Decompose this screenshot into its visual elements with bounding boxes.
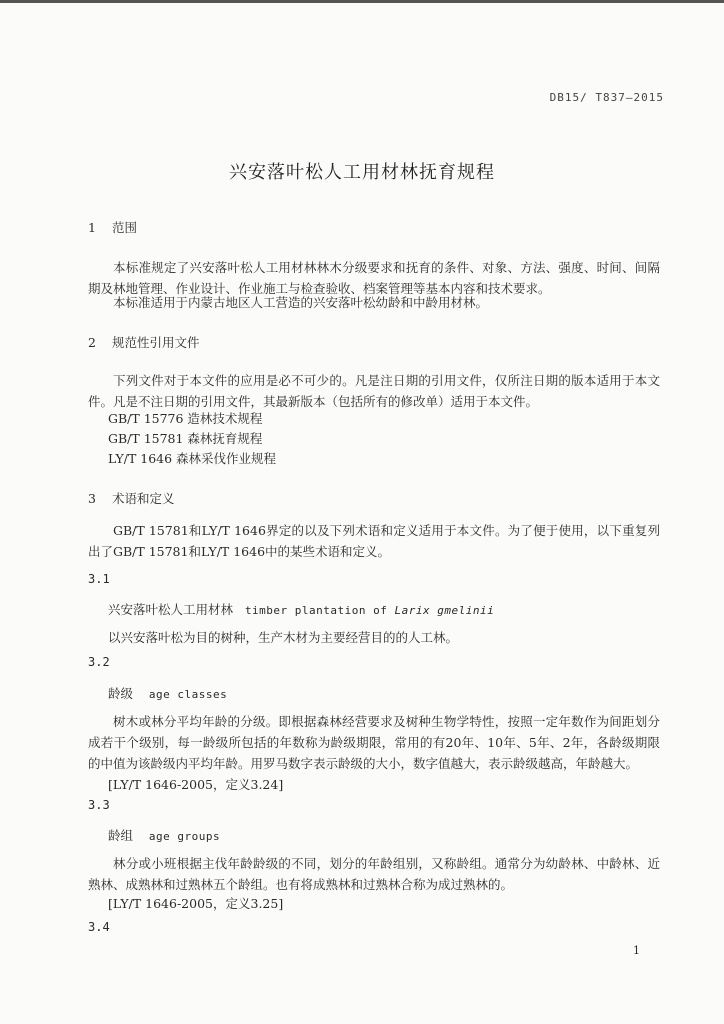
- terms-intro-paragraph: GB/T 15781和LY/T 1646界定的以及下列术语和定义适用于本文件。为了便于使用，以下重复列出了GB/T 15781和LY/T 1646中的某些术语和定义。: [88, 523, 660, 559]
- term-number: 3.1: [88, 572, 110, 586]
- term-chinese: 龄组: [108, 828, 134, 843]
- term-definition: 树木或林分平均年龄的分级。即根据森林经营要求及树种生物学特性，按照一定年数作为间距划分成若干个级别，每一龄级所包括的年数称为龄级期限，常用的有20年、10年、5年、2年，各龄级期限的中值为该龄级内平均年龄。用罗马数字表示龄级的大小，数字值越大，表示龄级越高，年龄越大。: [88, 714, 660, 771]
- section-title: 规范性引用文件: [111, 335, 200, 350]
- term-definition: 林分或小班根据主伐年龄龄级的不同，划分的年龄组别，又称龄组。通常分为幼龄林、中龄林、近熟林、成熟林和过熟林五个龄组。也有将成熟林和过熟林合称为成过熟林的。: [88, 856, 660, 892]
- reference-item: LY/T 1646 森林采伐作业规程: [108, 451, 277, 466]
- section-number: 2: [88, 335, 96, 350]
- section-1-heading: [88, 218, 137, 236]
- term-number: 3.3: [88, 798, 110, 812]
- section-title: 范围: [111, 220, 137, 235]
- term-definition: 以兴安落叶松为目的树种，生产木材为主要经营目的的人工林。: [108, 630, 459, 645]
- term-english-latin: Larix gmelinii: [394, 604, 495, 617]
- term-heading: [108, 600, 494, 618]
- term-chinese: 龄级: [108, 686, 134, 701]
- term-number: 3.2: [88, 655, 110, 669]
- scope-paragraph-1: 本标准规定了兴安落叶松人工用材林林木分级要求和抚育的条件、对象、方法、强度、时间、间隔期及林地管理、作业设计、作业施工与检查验收、档案管理等基本内容和技术要求。: [88, 260, 660, 296]
- reference-item: GB/T 15781 森林抚育规程: [108, 431, 263, 446]
- section-2-heading: [88, 333, 200, 351]
- term-chinese: 兴安落叶松人工用材林: [108, 602, 234, 617]
- term-source: [LY/T 1646-2005，定义3.24]: [108, 777, 284, 792]
- reference-item: GB/T 15776 造林技术规程: [108, 411, 263, 426]
- term-source: [LY/T 1646-2005，定义3.25]: [108, 896, 284, 911]
- term-number: 3.4: [88, 920, 110, 934]
- section-title: 术语和定义: [111, 491, 175, 506]
- references-paragraph: 下列文件对于本文件的应用是必不可少的。凡是注日期的引用文件，仅所注日期的版本适用于本文件。凡是不注日期的引用文件，其最新版本（包括所有的修改单）适用于本文件。: [88, 373, 660, 409]
- document-title: 兴安落叶松人工用材林抚育规程: [229, 162, 495, 183]
- term-heading: [108, 826, 220, 844]
- scan-top-edge: [0, 0, 724, 3]
- section-number: 1: [88, 220, 96, 235]
- section-number: 3: [88, 491, 96, 506]
- page-number: 1: [633, 944, 640, 957]
- section-3-heading: [88, 489, 175, 507]
- term-english: timber plantation of: [244, 604, 395, 617]
- standard-code: DB15/ T837—2015: [549, 91, 664, 104]
- term-english: age groups: [148, 830, 221, 843]
- scope-paragraph-2: 本标准适用于内蒙古地区人工营造的兴安落叶松幼龄和中龄用材林。: [113, 295, 489, 310]
- term-heading: [108, 684, 227, 702]
- term-english: age classes: [148, 688, 228, 701]
